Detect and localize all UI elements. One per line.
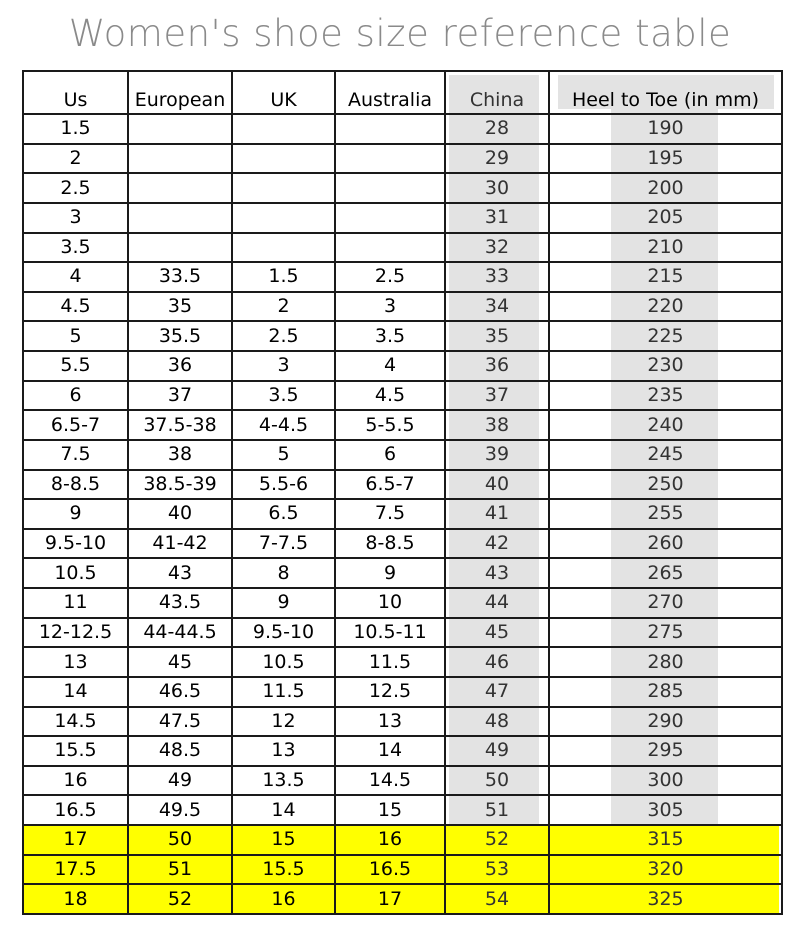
table-row — [23, 736, 782, 766]
cell-australia: 3 — [335, 292, 445, 322]
cell-australia: 16.5 — [335, 855, 445, 885]
cell-australia: 10.5-11 — [335, 618, 445, 648]
table-row — [23, 588, 782, 618]
cell-us: 8-8.5 — [23, 470, 128, 500]
cell-china: 30 — [445, 173, 549, 203]
cell-heel-to-toe: 245 — [549, 440, 782, 470]
cell-china: 41 — [445, 499, 549, 529]
cell-china: 54 — [445, 884, 549, 914]
cell-us: 6.5-7 — [23, 410, 128, 440]
cell-european — [128, 173, 232, 203]
cell-uk — [232, 203, 335, 233]
cell-uk — [232, 233, 335, 263]
cell-uk: 3.5 — [232, 381, 335, 411]
cell-heel-to-toe: 300 — [549, 766, 782, 796]
cell-uk — [232, 114, 335, 144]
cell-australia: 11.5 — [335, 647, 445, 677]
table-row-highlighted — [23, 825, 782, 855]
table-row — [23, 292, 782, 322]
cell-european: 51 — [128, 855, 232, 885]
cell-us: 11 — [23, 588, 128, 618]
cell-us: 17 — [23, 825, 128, 855]
table-row — [23, 381, 782, 411]
cell-uk — [232, 173, 335, 203]
page-title: Women's shoe size reference table — [68, 12, 732, 55]
cell-european: 36 — [128, 351, 232, 381]
table-row — [23, 321, 782, 351]
cell-uk: 5 — [232, 440, 335, 470]
cell-european: 37.5-38 — [128, 410, 232, 440]
cell-china: 46 — [445, 647, 549, 677]
cell-australia: 16 — [335, 825, 445, 855]
header-european: European — [128, 71, 232, 114]
cell-heel-to-toe: 235 — [549, 381, 782, 411]
cell-heel-to-toe: 220 — [549, 292, 782, 322]
cell-european: 38 — [128, 440, 232, 470]
table-row — [23, 233, 782, 263]
cell-uk: 2 — [232, 292, 335, 322]
header-row — [23, 71, 782, 114]
cell-heel-to-toe: 250 — [549, 470, 782, 500]
cell-european: 52 — [128, 884, 232, 914]
cell-us: 3.5 — [23, 233, 128, 263]
cell-australia: 5-5.5 — [335, 410, 445, 440]
cell-european: 37 — [128, 381, 232, 411]
table-row-highlighted — [23, 855, 782, 885]
cell-uk: 13.5 — [232, 766, 335, 796]
cell-australia: 7.5 — [335, 499, 445, 529]
cell-australia: 13 — [335, 707, 445, 737]
cell-us: 14.5 — [23, 707, 128, 737]
cell-uk: 9 — [232, 588, 335, 618]
cell-china: 44 — [445, 588, 549, 618]
cell-heel-to-toe: 270 — [549, 588, 782, 618]
table-row — [23, 440, 782, 470]
header-heel-to-toe: Heel to Toe (in mm) — [549, 71, 782, 114]
cell-china: 35 — [445, 321, 549, 351]
cell-heel-to-toe: 260 — [549, 529, 782, 559]
table-row — [23, 410, 782, 440]
header-uk: UK — [232, 71, 335, 114]
cell-european: 35.5 — [128, 321, 232, 351]
cell-australia — [335, 203, 445, 233]
cell-uk: 12 — [232, 707, 335, 737]
cell-uk: 6.5 — [232, 499, 335, 529]
cell-china: 33 — [445, 262, 549, 292]
cell-us: 1.5 — [23, 114, 128, 144]
cell-heel-to-toe: 285 — [549, 677, 782, 707]
cell-european — [128, 203, 232, 233]
table-row — [23, 173, 782, 203]
cell-china: 32 — [445, 233, 549, 263]
cell-china: 36 — [445, 351, 549, 381]
cell-uk: 7-7.5 — [232, 529, 335, 559]
table-row — [23, 470, 782, 500]
cell-china: 43 — [445, 558, 549, 588]
cell-european: 49.5 — [128, 795, 232, 825]
table-row — [23, 795, 782, 825]
size-table-body — [23, 114, 782, 914]
cell-european: 45 — [128, 647, 232, 677]
cell-us: 2.5 — [23, 173, 128, 203]
table-row — [23, 766, 782, 796]
cell-china: 51 — [445, 795, 549, 825]
header-australia: Australia — [335, 71, 445, 114]
table-row — [23, 499, 782, 529]
cell-heel-to-toe: 275 — [549, 618, 782, 648]
cell-australia: 3.5 — [335, 321, 445, 351]
cell-us: 6 — [23, 381, 128, 411]
cell-australia: 6.5-7 — [335, 470, 445, 500]
cell-heel-to-toe: 305 — [549, 795, 782, 825]
cell-heel-to-toe: 225 — [549, 321, 782, 351]
cell-china: 39 — [445, 440, 549, 470]
cell-china: 38 — [445, 410, 549, 440]
cell-heel-to-toe: 205 — [549, 203, 782, 233]
cell-heel-to-toe: 295 — [549, 736, 782, 766]
table-row — [23, 647, 782, 677]
cell-european: 40 — [128, 499, 232, 529]
cell-australia — [335, 233, 445, 263]
cell-european: 46.5 — [128, 677, 232, 707]
cell-china: 28 — [445, 114, 549, 144]
cell-european: 41-42 — [128, 529, 232, 559]
table-row — [23, 114, 782, 144]
table-row — [23, 677, 782, 707]
cell-china: 31 — [445, 203, 549, 233]
cell-us: 13 — [23, 647, 128, 677]
cell-uk: 9.5-10 — [232, 618, 335, 648]
cell-australia: 4.5 — [335, 381, 445, 411]
cell-uk: 15.5 — [232, 855, 335, 885]
cell-australia: 12.5 — [335, 677, 445, 707]
cell-us: 10.5 — [23, 558, 128, 588]
cell-european: 43.5 — [128, 588, 232, 618]
size-table-container — [22, 70, 781, 915]
size-table — [22, 70, 783, 915]
cell-australia: 9 — [335, 558, 445, 588]
cell-uk — [232, 144, 335, 174]
cell-us: 15.5 — [23, 736, 128, 766]
cell-china: 49 — [445, 736, 549, 766]
cell-us: 12-12.5 — [23, 618, 128, 648]
cell-uk: 10.5 — [232, 647, 335, 677]
cell-us: 17.5 — [23, 855, 128, 885]
cell-european: 44-44.5 — [128, 618, 232, 648]
cell-australia: 10 — [335, 588, 445, 618]
table-row — [23, 144, 782, 174]
cell-european — [128, 144, 232, 174]
cell-us: 16 — [23, 766, 128, 796]
cell-china: 47 — [445, 677, 549, 707]
cell-uk: 15 — [232, 825, 335, 855]
cell-china: 48 — [445, 707, 549, 737]
cell-australia: 14 — [335, 736, 445, 766]
cell-china: 50 — [445, 766, 549, 796]
cell-european — [128, 114, 232, 144]
cell-uk: 1.5 — [232, 262, 335, 292]
cell-heel-to-toe: 280 — [549, 647, 782, 677]
cell-european: 35 — [128, 292, 232, 322]
cell-uk: 2.5 — [232, 321, 335, 351]
cell-heel-to-toe: 255 — [549, 499, 782, 529]
cell-australia: 2.5 — [335, 262, 445, 292]
cell-uk: 5.5-6 — [232, 470, 335, 500]
cell-australia — [335, 114, 445, 144]
cell-heel-to-toe: 210 — [549, 233, 782, 263]
cell-china: 52 — [445, 825, 549, 855]
cell-us: 5.5 — [23, 351, 128, 381]
table-row — [23, 203, 782, 233]
cell-us: 9.5-10 — [23, 529, 128, 559]
cell-australia: 17 — [335, 884, 445, 914]
cell-heel-to-toe: 215 — [549, 262, 782, 292]
cell-uk: 3 — [232, 351, 335, 381]
cell-heel-to-toe: 320 — [549, 855, 782, 885]
cell-us: 5 — [23, 321, 128, 351]
cell-australia: 14.5 — [335, 766, 445, 796]
cell-european: 49 — [128, 766, 232, 796]
table-row — [23, 262, 782, 292]
cell-australia: 15 — [335, 795, 445, 825]
cell-heel-to-toe: 230 — [549, 351, 782, 381]
cell-china: 40 — [445, 470, 549, 500]
table-row — [23, 558, 782, 588]
cell-us: 18 — [23, 884, 128, 914]
cell-china: 29 — [445, 144, 549, 174]
cell-heel-to-toe: 200 — [549, 173, 782, 203]
table-row — [23, 618, 782, 648]
cell-australia — [335, 144, 445, 174]
cell-heel-to-toe: 325 — [549, 884, 782, 914]
cell-heel-to-toe: 290 — [549, 707, 782, 737]
cell-heel-to-toe: 265 — [549, 558, 782, 588]
cell-us: 7.5 — [23, 440, 128, 470]
cell-china: 42 — [445, 529, 549, 559]
cell-uk: 8 — [232, 558, 335, 588]
cell-china: 37 — [445, 381, 549, 411]
table-row — [23, 707, 782, 737]
cell-european: 48.5 — [128, 736, 232, 766]
table-row — [23, 351, 782, 381]
cell-european: 43 — [128, 558, 232, 588]
cell-australia: 4 — [335, 351, 445, 381]
table-row — [23, 529, 782, 559]
cell-heel-to-toe: 315 — [549, 825, 782, 855]
cell-uk: 14 — [232, 795, 335, 825]
cell-us: 3 — [23, 203, 128, 233]
cell-us: 4 — [23, 262, 128, 292]
header-china: China — [445, 71, 549, 114]
cell-heel-to-toe: 195 — [549, 144, 782, 174]
cell-uk: 11.5 — [232, 677, 335, 707]
cell-uk: 16 — [232, 884, 335, 914]
cell-european: 33.5 — [128, 262, 232, 292]
cell-australia — [335, 173, 445, 203]
cell-australia: 8-8.5 — [335, 529, 445, 559]
cell-european: 50 — [128, 825, 232, 855]
cell-us: 14 — [23, 677, 128, 707]
cell-european: 47.5 — [128, 707, 232, 737]
cell-heel-to-toe: 240 — [549, 410, 782, 440]
cell-heel-to-toe: 190 — [549, 114, 782, 144]
cell-china: 34 — [445, 292, 549, 322]
cell-uk: 13 — [232, 736, 335, 766]
cell-us: 2 — [23, 144, 128, 174]
cell-us: 9 — [23, 499, 128, 529]
cell-uk: 4-4.5 — [232, 410, 335, 440]
header-us: Us — [23, 71, 128, 114]
cell-european: 38.5-39 — [128, 470, 232, 500]
cell-us: 16.5 — [23, 795, 128, 825]
cell-china: 45 — [445, 618, 549, 648]
cell-european — [128, 233, 232, 263]
table-row-highlighted — [23, 884, 782, 914]
cell-us: 4.5 — [23, 292, 128, 322]
cell-australia: 6 — [335, 440, 445, 470]
cell-china: 53 — [445, 855, 549, 885]
